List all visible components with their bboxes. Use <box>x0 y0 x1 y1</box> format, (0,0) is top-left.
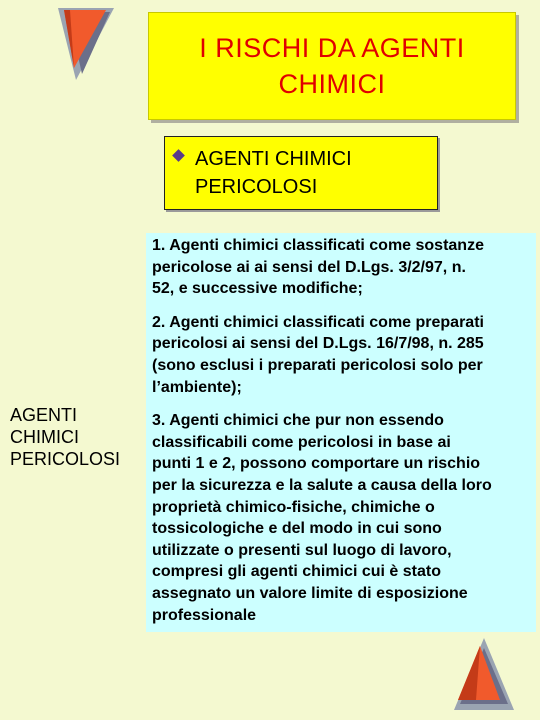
text-line: 1. Agenti chimici classificati come sostanze <box>152 237 484 254</box>
text-line: proprietà chimico-fisiche, chimiche o <box>152 498 435 516</box>
page-title <box>199 30 465 102</box>
subtitle-box <box>164 136 438 210</box>
text-line: tossicologiche e del modo in cui sono <box>152 520 442 538</box>
side-label <box>10 404 140 470</box>
side-label-line: CHIMICI <box>10 427 79 447</box>
text-line: 2. Agenti chimici classificati come preparati <box>152 313 484 331</box>
subtitle-line-2: PERICOLOSI <box>195 176 318 198</box>
text-line: professionale <box>152 606 257 624</box>
text-line: punti 1 e 2, possono comportare un rischio <box>152 455 481 473</box>
diamond-bullet-icon <box>172 149 185 162</box>
text-line: 3. Agenti chimici che pur non essendo <box>152 412 444 430</box>
title-box <box>148 12 516 120</box>
title-line-2: CHIMICI <box>278 69 386 99</box>
text-line: assegnato un valore limite di esposizione <box>152 584 468 602</box>
triangle-decoration-icon <box>448 632 520 716</box>
title-line-1: I RISCHI DA AGENTI <box>199 33 465 63</box>
side-label-line: PERICOLOSI <box>10 449 121 469</box>
text-line: utilizzate o presenti sul luogo di lavoro, <box>152 541 452 559</box>
list-item-3 <box>152 410 530 626</box>
triangle-decoration-icon <box>52 2 122 82</box>
text-line: l’ambiente); <box>152 378 242 396</box>
subtitle-line-1: AGENTI CHIMICI <box>195 148 352 170</box>
list-item-2 <box>152 312 530 398</box>
subtitle <box>195 145 435 201</box>
list-item-1 <box>152 235 530 300</box>
text-line: (sono esclusi i preparati pericolosi solo per <box>152 356 483 374</box>
text-line: per la sicurezza e la salute a causa della loro <box>152 476 492 494</box>
text-line: compresi gli agenti chimici cui è stato <box>152 563 441 581</box>
text-line: 52, e successive modifiche; <box>152 280 363 298</box>
side-label-line: AGENTI <box>10 405 78 425</box>
text-line: classificabili come pericolosi in base ai <box>152 433 451 451</box>
content-box <box>146 233 536 632</box>
text-line: pericolose ai ai sensi del D.Lgs. 3/2/97, n. <box>152 258 466 276</box>
text-line: pericolosi ai sensi del D.Lgs. 16/7/98, n. 285 <box>152 335 484 353</box>
